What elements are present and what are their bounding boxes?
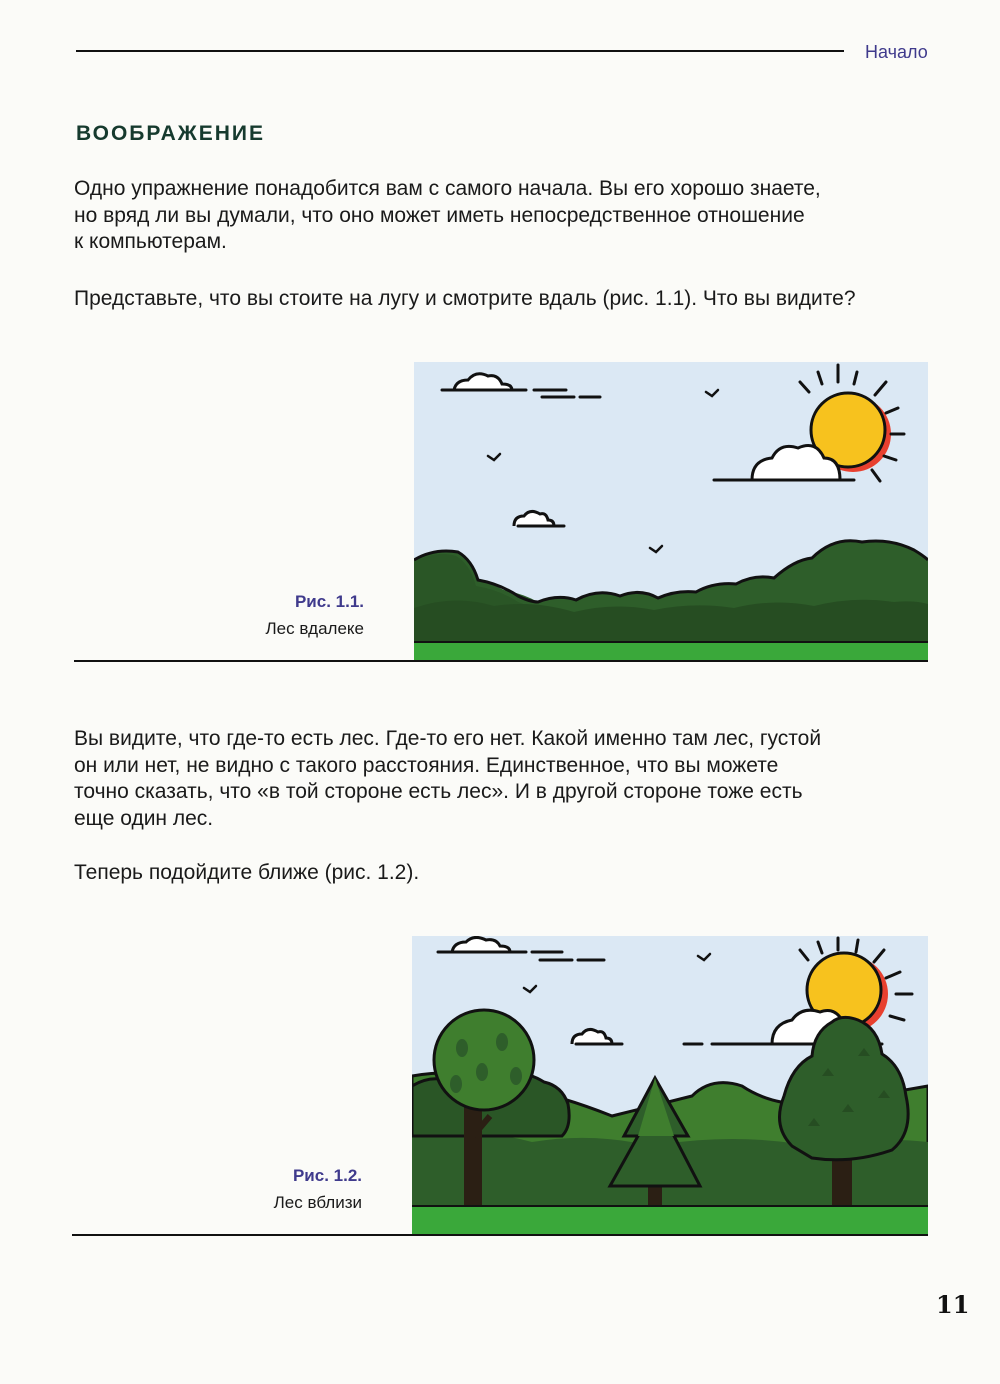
figure-1-1-label: Рис. 1.1. <box>294 592 364 611</box>
paragraph-come-closer: Теперь подойдите ближе (рис. 1.2). <box>74 861 420 884</box>
section-title: ВООБРАЖЕНИЕ <box>76 122 265 145</box>
page-number: 11 <box>936 1290 970 1319</box>
figure-1-2-caption: Лес вблизи <box>273 1193 362 1212</box>
paragraph-intro: Одно упражнение понадобится вам с самого начала. Вы его хорошо знаете, но вряд ли вы думали, что оно может иметь непосредственное отношение к компьютерам. <box>74 177 821 253</box>
section-name: Начало <box>865 42 928 62</box>
paragraph-imagine: Представьте, что вы стоите на лугу и смотрите вдаль (рис. 1.1). Что вы видите? <box>74 287 856 310</box>
figure-1-2-label: Рис. 1.2. <box>292 1166 362 1185</box>
figure-1-1-caption: Лес вдалеке <box>265 619 364 638</box>
header-rule <box>76 50 844 52</box>
figure-1-1-rule <box>74 660 928 662</box>
figure-1-2-rule <box>72 1234 928 1236</box>
paragraph-forest-distance: Вы видите, что где-то есть лес. Где-то его нет. Какой именно там лес, густой он или нет, не видно с такого расстояния. Единственное, что вы можете точно сказать, что «в той стороне есть лес». И в другой стороне тоже есть еще один лес. <box>74 727 822 830</box>
figure-1-2-illustration <box>412 936 928 1236</box>
figure-1-1-illustration <box>414 362 928 662</box>
